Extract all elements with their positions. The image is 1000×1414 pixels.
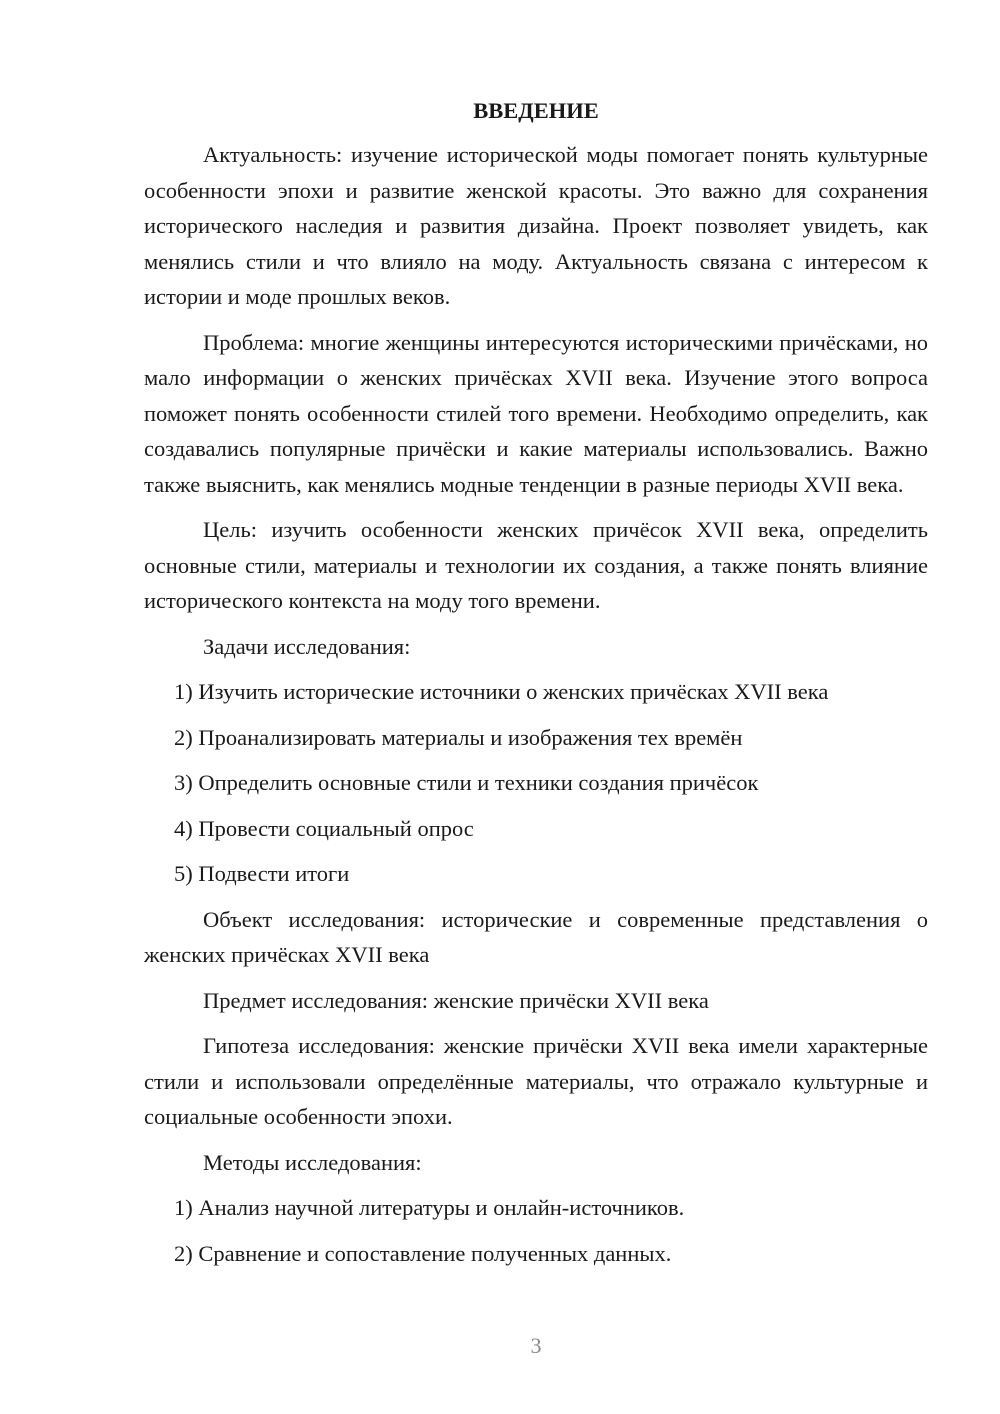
subject-paragraph: Предмет исследования: женские причёски XVII века (203, 987, 709, 1013)
section-title: ВВЕДЕНИЕ (473, 98, 599, 123)
task-item: 1) Изучить исторические источники о женских причёсках XVII века (174, 679, 829, 704)
page-content (144, 96, 928, 1281)
relevance-paragraph: Актуальность: изучение исторической моды помогает понять культурные особенности эпохи и развитие женской красоты. Это важно для сохранения исторического наследия и развития дизайна. Проект позволяет увидеть, как менялись стили и что влияло на моду. Актуальность связана с интересом к истории и моде прошлых веков. (144, 142, 928, 309)
task-item: 2) Проанализировать материалы и изображения тех времён (174, 724, 743, 750)
method-item: 1) Анализ научной литературы и онлайн-источников. (174, 1195, 685, 1220)
tasks-heading: Задачи исследования: (203, 633, 411, 659)
goal-paragraph: Цель: изучить особенности женских причёсок XVII века, определить основные стили, материалы и технологии их создания, а также понять влияние исторического контекста на моду того времени. (144, 517, 928, 613)
method-item: 2) Сравнение и сопоставление полученных данных. (174, 1240, 672, 1266)
task-item: 3) Определить основные стили и техники создания причёсок (174, 770, 759, 795)
methods-heading: Методы исследования: (203, 1149, 422, 1175)
task-item: 5) Подвести итоги (174, 861, 350, 886)
object-paragraph: Объект исследования: исторические и современные представления о женских причёсках XVII века (144, 906, 928, 967)
problem-paragraph: Проблема: многие женщины интересуются историческими причёсками, но мало информации о женских причёсках XVII века. Изучение этого вопроса поможет понять особенности стилей того времени. Необходимо определить, как создавались популярные причёски и какие материалы использовались. Важно также выяснить, как менялись модные тенденции в разные периоды XVII века. (144, 329, 928, 497)
task-item: 4) Провести социальный опрос (174, 815, 474, 841)
page-number: 3 (530, 1333, 542, 1358)
hypothesis-paragraph: Гипотеза исследования: женские причёски XVII века имели характерные стили и использовали определённые материалы, что отражало культурные и социальные особенности эпохи. (144, 1033, 928, 1129)
